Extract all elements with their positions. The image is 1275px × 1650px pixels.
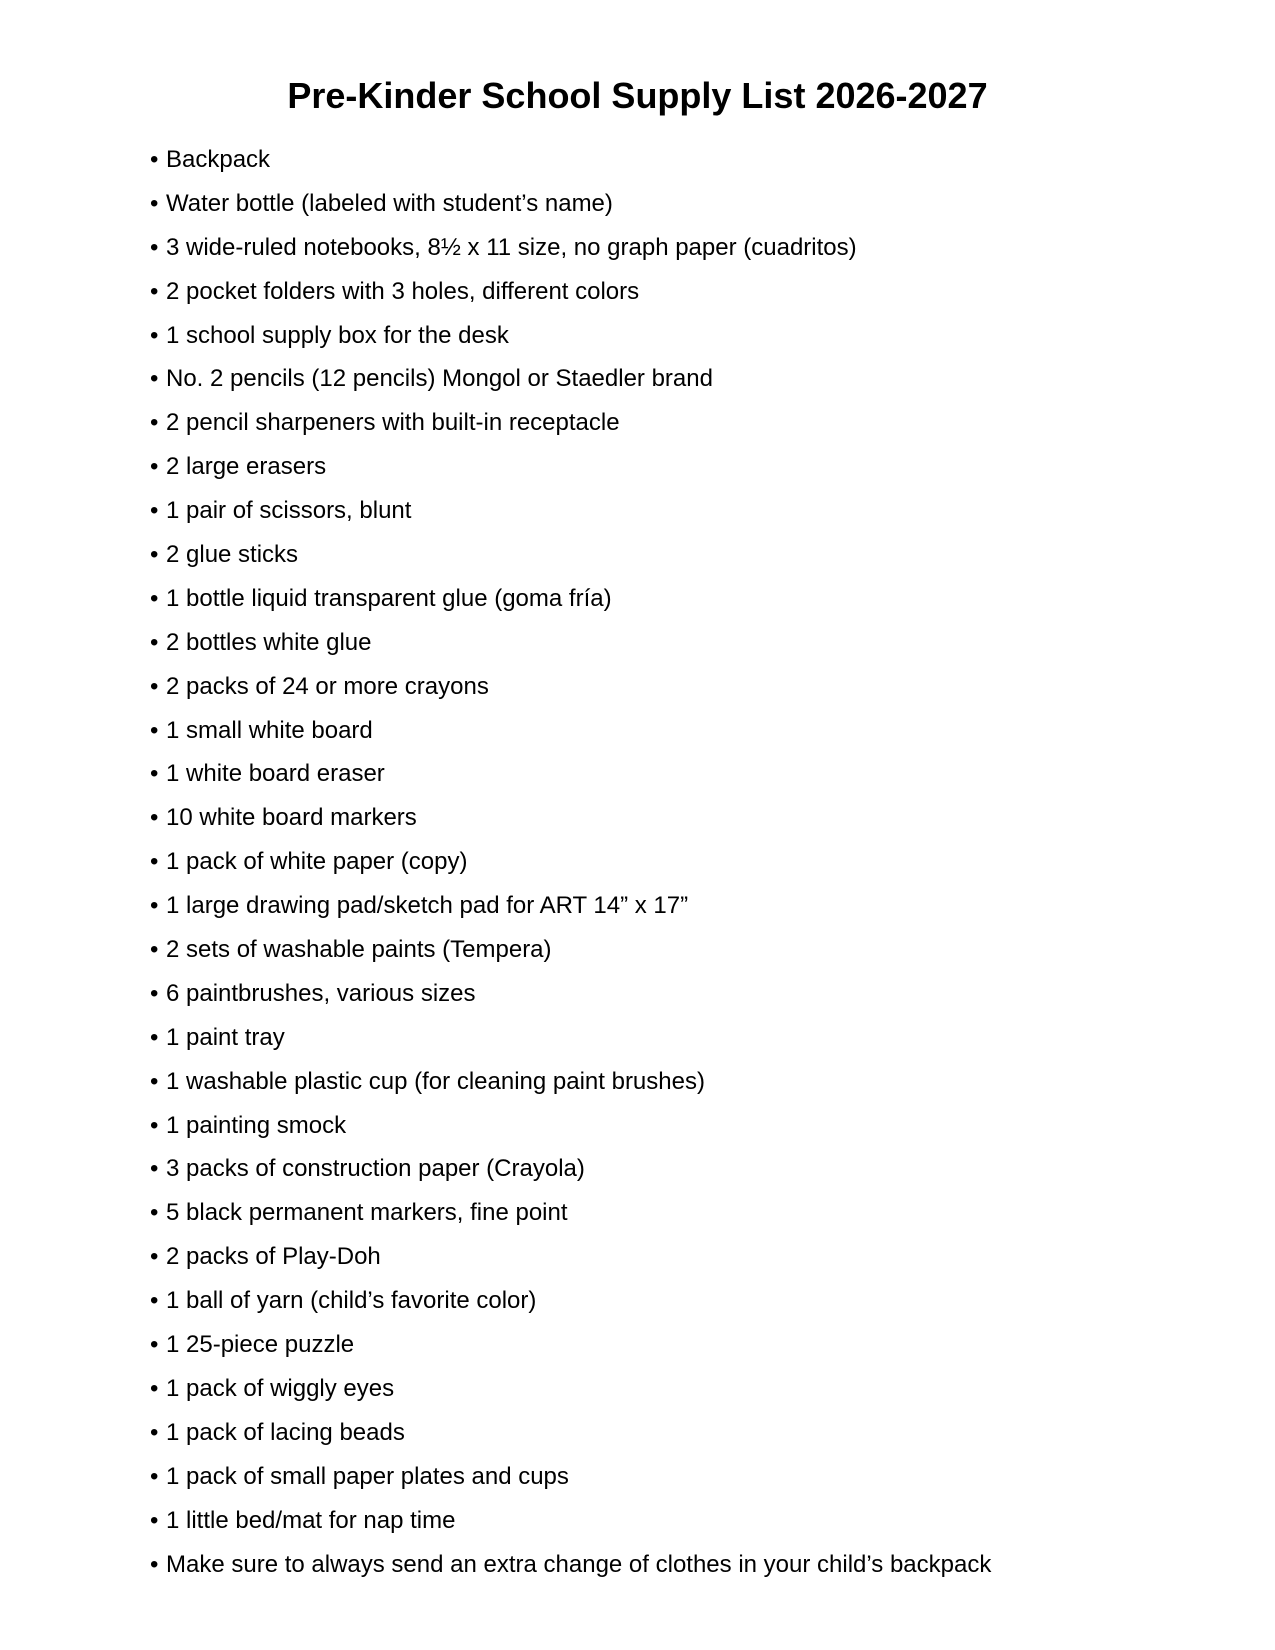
list-item-text: 5 black permanent markers, fine point [166, 1199, 568, 1227]
list-item-text: 1 pair of scissors, blunt [166, 497, 412, 525]
list-item [150, 1279, 991, 1323]
list-item-text: 1 washable plastic cup (for cleaning paint brushes) [166, 1067, 705, 1095]
bullet-icon: • [150, 1067, 159, 1095]
list-item [150, 621, 991, 665]
list-item [150, 752, 991, 796]
list-item [150, 401, 991, 445]
bullet-icon: • [150, 1287, 159, 1315]
list-item [150, 182, 991, 226]
list-item [150, 972, 991, 1016]
list-item-text: Backpack [166, 146, 271, 173]
list-item-text: 10 white board markers [166, 804, 417, 832]
bullet-icon: • [150, 453, 159, 481]
list-item [150, 357, 991, 401]
bullet-icon: • [150, 628, 159, 656]
list-item [150, 270, 991, 314]
bullet-icon: • [150, 409, 159, 437]
bullet-icon: • [150, 804, 159, 832]
list-item-text: 2 pencil sharpeners with built-in receptacle [166, 409, 620, 437]
bullet-icon: • [150, 716, 159, 744]
list-item [150, 533, 991, 577]
list-item-text: 2 sets of washable paints (Tempera) [166, 936, 552, 964]
bullet-icon: • [150, 936, 159, 964]
bullet-icon: • [150, 584, 159, 612]
list-item-text: 2 packs of 24 or more crayons [166, 672, 489, 700]
list-item [150, 1191, 991, 1235]
list-item [150, 138, 991, 182]
list-item-text: 2 packs of Play-Doh [166, 1243, 381, 1271]
bullet-icon: • [150, 541, 159, 569]
list-item-text: 3 wide-ruled notebooks, 8½ x 11 size, no graph paper (cuadritos) [166, 233, 857, 261]
list-item [150, 665, 991, 709]
list-item [150, 884, 991, 928]
list-item-text: 1 small white board [166, 716, 373, 744]
list-item [150, 1147, 991, 1191]
list-item-text: Water bottle (labeled with student’s name) [166, 189, 613, 217]
bullet-icon: • [150, 1155, 159, 1183]
list-item [150, 1543, 991, 1587]
bullet-icon: • [150, 979, 159, 1007]
list-item [150, 928, 991, 972]
list-item [150, 1499, 991, 1543]
list-item [150, 226, 991, 270]
bullet-icon: • [150, 146, 159, 173]
bullet-icon: • [150, 672, 159, 700]
list-item [150, 1323, 991, 1367]
list-item-text: 3 packs of construction paper (Crayola) [166, 1155, 585, 1183]
list-item-text: 2 large erasers [166, 453, 327, 481]
list-item [150, 314, 991, 358]
bullet-icon: • [150, 365, 159, 393]
list-item-text: No. 2 pencils (12 pencils) Mongol or Staedler brand [166, 365, 713, 393]
bullet-icon: • [150, 848, 159, 876]
list-item-text: 1 large drawing pad/sketch pad for ART 14” x 17” [166, 892, 689, 920]
list-item-text: 2 pocket folders with 3 holes, different colors [166, 277, 640, 305]
bullet-icon: • [150, 497, 159, 525]
list-item-text: 1 pack of lacing beads [166, 1418, 405, 1446]
bullet-icon: • [150, 1243, 159, 1271]
list-item-text: 1 pack of wiggly eyes [166, 1374, 395, 1402]
bullet-icon: • [150, 1462, 159, 1490]
list-item [150, 796, 991, 840]
list-item-text: 2 glue sticks [166, 541, 299, 569]
bullet-icon: • [150, 277, 159, 305]
list-item-text: 1 bottle liquid transparent glue (goma fría) [166, 584, 612, 612]
bullet-icon: • [150, 1111, 159, 1139]
list-item [150, 1104, 991, 1148]
bullet-icon: • [150, 189, 159, 217]
list-item-text: 1 little bed/mat for nap time [166, 1506, 456, 1534]
bullet-icon: • [150, 1199, 159, 1227]
bullet-icon: • [150, 1374, 159, 1402]
bullet-icon: • [150, 1331, 159, 1359]
list-item-text: 1 school supply box for the desk [166, 321, 509, 349]
list-item [150, 840, 991, 884]
bullet-icon: • [150, 1418, 159, 1446]
list-item [150, 445, 991, 489]
list-item [150, 1016, 991, 1060]
bullet-icon: • [150, 233, 159, 261]
bullet-icon: • [150, 760, 159, 788]
list-item [150, 709, 991, 753]
bullet-icon: • [150, 1550, 159, 1578]
list-item [150, 489, 991, 533]
supply-list [150, 138, 991, 1586]
list-item-text: 6 paintbrushes, various sizes [166, 979, 476, 1007]
list-item-text: Make sure to always send an extra change of clothes in your child’s backpack [166, 1550, 992, 1578]
list-item-text: 2 bottles white glue [166, 628, 372, 656]
list-item [150, 577, 991, 621]
page-title: Pre-Kinder School Supply List 2026-2027 [287, 75, 988, 116]
list-item-text: 1 white board eraser [166, 760, 385, 788]
list-item-text: 1 paint tray [166, 1023, 285, 1051]
bullet-icon: • [150, 321, 159, 349]
bullet-icon: • [150, 1506, 159, 1534]
list-item [150, 1455, 991, 1499]
list-item-text: 1 25-piece puzzle [166, 1331, 355, 1359]
list-item [150, 1367, 991, 1411]
bullet-icon: • [150, 892, 159, 920]
list-item-text: 1 ball of yarn (child’s favorite color) [166, 1287, 537, 1315]
bullet-icon: • [150, 1023, 159, 1051]
list-item-text: 1 painting smock [166, 1111, 347, 1139]
list-item [150, 1060, 991, 1104]
list-item-text: 1 pack of small paper plates and cups [166, 1462, 569, 1490]
list-item [150, 1235, 991, 1279]
list-item [150, 1411, 991, 1455]
list-item-text: 1 pack of white paper (copy) [166, 848, 468, 876]
